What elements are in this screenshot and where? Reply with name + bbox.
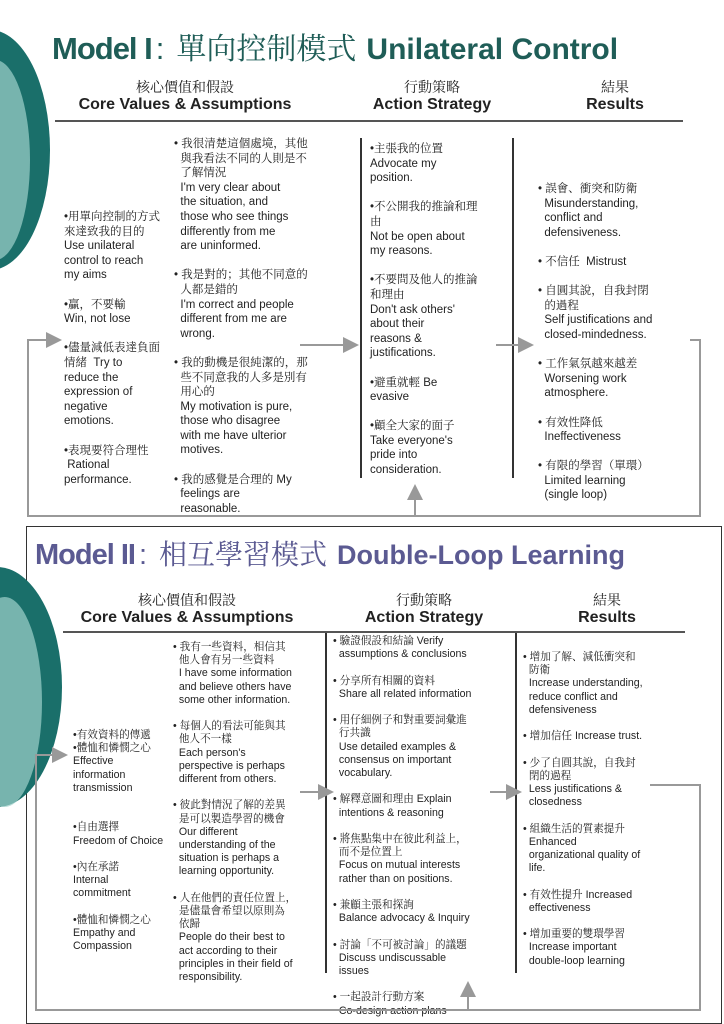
- model1-assumptions: • 我很清楚這個處境，其他 與我看法不同的人則是不 了解情況 I'm very clear about the situation, and those who see things differently from me are uninformed. • 我是對的；其他不同意的 人都是錯的 I'm correct and people different from me are wrong. • 我的動機是很純潔的，那 些不同意我的人多是別有 用心的 My motivation is pure, those who disagree with me have ulterior motives. • 我的感覺是合理的 My feelings are reasonable.: [174, 138, 308, 515]
- model2-title-suffix: Double-Loop Learning: [337, 540, 626, 570]
- model1-header-core-en: Core Values & Assumptions: [78, 96, 292, 113]
- model2-header-strategy-en: Action Strategy: [364, 609, 484, 626]
- model1-title-zh: 單向控制模式: [176, 33, 357, 66]
- model2-header-core-zh: 核心價值和假設: [138, 592, 236, 608]
- model2-core-values: •有效資料的傳遞 •體恤和憐憫之心 Effective information transmission •自由選擇 Freedom of Choice •內在承諾 Internal commitment •體恤和憐憫之心 Empathy and Compassion: [73, 729, 164, 953]
- model2-header-strategy-zh: 行動策略: [396, 592, 452, 608]
- model2-title-colon: :: [138, 539, 148, 571]
- model2-strategy: • 驗證假設和結論 Verify assumptions & conclusions • 分享所有相關的資料 Share all related information • 用仔細例子和對重要詞彙進 行共識 Use detailed examples & consensus on important vocabulary. • 解釋意圖和理由 Explain intentions & reasoning • 將焦點集中在彼此利益上， 而不是位置上 Focus on mutual interests rather than on positions. • 兼顧主張和探詢 Balance advocacy & Inquiry • 討論「不可被討論」的議題 Discuss undiscussable issues • 一起設計行動方案 Co-design action plans: [333, 635, 472, 1017]
- model2-title-prefix: Model II: [35, 539, 135, 571]
- model1-header-core-zh: 核心價值和假設: [136, 79, 234, 95]
- model1-header-results-zh: 結果: [601, 79, 629, 95]
- model2-header-results-zh: 結果: [593, 592, 621, 608]
- model1-strategy: •主張我的位置 Advocate my position. •不公開我的推論和理 由 Not be open about my reasons. •不要問及他人的推論 和理由 Don't ask others' about their reasons & justifications. •避重就輕 Be evasive •顧全大家的面子 Take everyone's pride into consideration.: [370, 143, 478, 477]
- model1-results: • 誤會、衝突和防衛 Misunderstanding, conflict and defensiveness. • 不信任 Mistrust • 自圓其說，自我封閉 的過程 Self justifications and closed-mindedness. • 工作氣氛越來越差 Worsening work atmosphere. • 有效性降低 Ineffectiveness • 有限的學習（單環） Limited learning (single loop): [538, 183, 653, 502]
- model1-header-strategy-zh: 行動策略: [404, 79, 460, 95]
- model1-header-results-en: Results: [586, 96, 644, 113]
- model2-title-zh: 相互學習模式: [159, 539, 328, 570]
- model1-feedback-loop: [28, 340, 700, 516]
- model2-results: • 增加了解、減低衝突和 防衛 Increase understanding, reduce conflict and defensiveness • 增加信任 Increase trust. • 少了自圓其說，自我封 閉的過程 Less justifications & closedness • 組織生活的質素提升 Enhanced organizational quality of life. • 有效性提升 Increased effectiveness • 增加重要的雙環學習 Increase important double-loop learning: [523, 651, 643, 967]
- model2-header-core-en: Core Values & Assumptions: [80, 609, 294, 626]
- model2-header-results-en: Results: [578, 609, 636, 626]
- model2-assumptions: • 我有一些資料，相信其 他人會有另一些資料 I have some information and believe others have some other information. • 每個人的看法可能與其 他人不一樣 Each person's perspective is perhaps different from others. • 彼此對情況了解的差異 是可以製造學習的機會 Our different understanding of the situation is perhaps a learning opportunity. • 人在他們的責任位置上， 是儘量會希望以原則為 依歸 People do their best to act according to their principles in their field of responsibility.: [173, 641, 297, 984]
- model2-feedback-loop: [36, 755, 700, 1010]
- model1-core-values: •用單向控制的方式 來達致我的目的 Use unilateral control to reach my aims •贏，不要輸 Win, not lose •儘量減低表達負面 情緒 Try to reduce the expression of negative emotions. •表現要符合理性 Rational performance.: [64, 211, 161, 486]
- model1-title-prefix: Model I: [52, 31, 152, 66]
- model1-header-strategy-en: Action Strategy: [372, 96, 492, 113]
- model1-title-colon: :: [155, 31, 165, 66]
- model1-title-suffix: Unilateral Control: [366, 33, 619, 66]
